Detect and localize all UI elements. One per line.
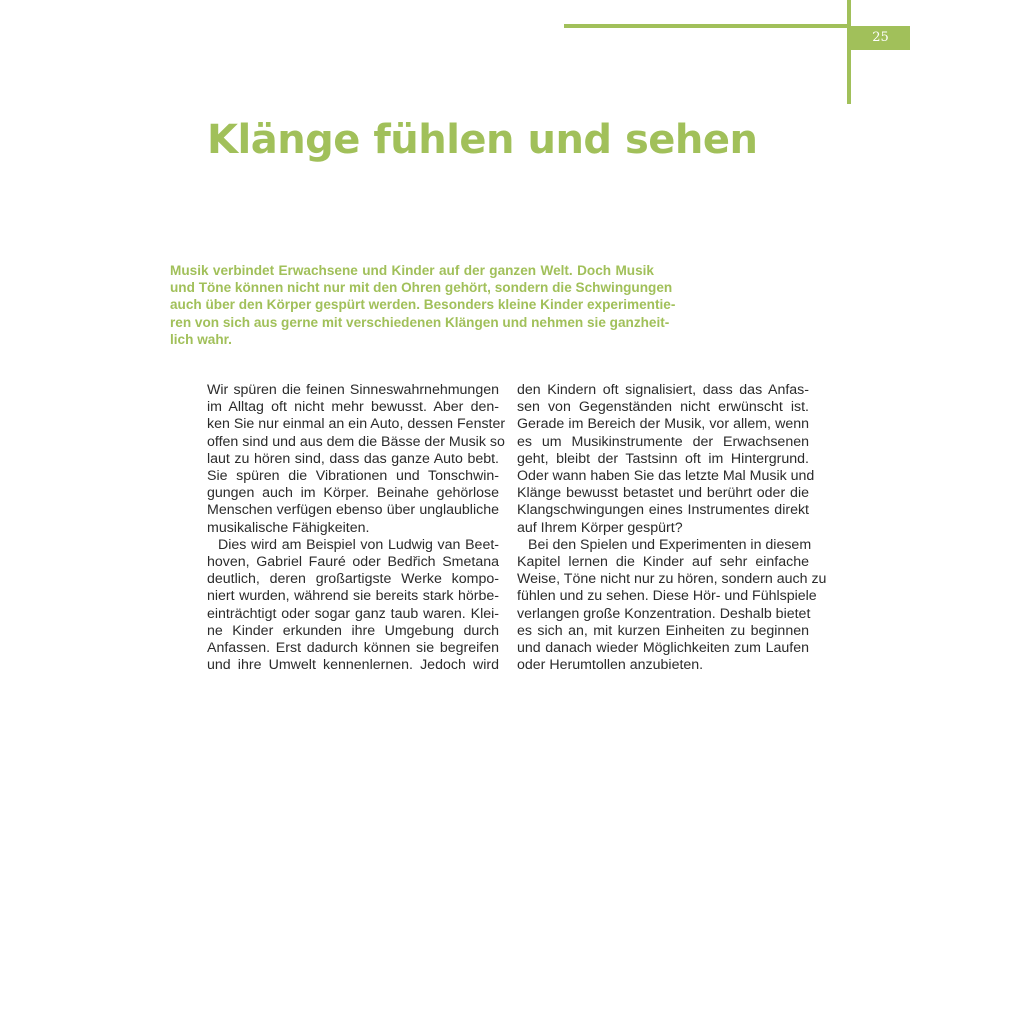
body-line: verlangen große Konzentration. Deshalb bietet [517,605,811,622]
intro-line: auch über den Körper gespürt werden. Besonders kleine Kinder experimentie- [170,297,676,313]
body-line: und ihre Umwelt kennenlernen. Jedoch wird [207,657,499,674]
body-line: Dies wird am Beispiel von Ludwig van Beet- [218,536,499,553]
body-line: es sich an, mit kurzen Einheiten zu beginnen [517,622,809,639]
intro-line: ren von sich aus gerne mit verschiedenen Klängen und nehmen sie ganzheit- [170,314,670,330]
intro-line: Musik verbindet Erwachsene und Kinder auf der ganzen Welt. Doch Musik [170,263,654,278]
body-line: Gerade im Bereich der Musik, vor allem, wenn [517,416,809,433]
body-line: fühlen und zu sehen. Diese Hör- und Fühlspiele [517,588,817,605]
body-line: musikalische Fähigkeiten. [207,519,370,536]
body-line: auf Ihrem Körper gespürt? [517,519,683,536]
body-line: Wir spüren die feinen Sinneswahrnehmungen [207,382,499,398]
body-column-right [517,382,827,674]
body-line: Kapitel lernen die Kinder auf sehr einfache [517,554,809,571]
body-line: offen sind und aus dem die Bässe der Musik so [207,433,505,450]
body-line: Klangschwingungen eines Instrumentes direkt [517,502,809,519]
body-line: Bei den Spielen und Experimenten in diesem [528,536,812,553]
body-line: Anfassen. Erst dadurch können sie begreifen [207,640,499,657]
intro-line: und Töne können nicht nur mit den Ohren gehört, sondern die Schwingungen [170,280,673,296]
intro-line: lich wahr. [170,331,232,347]
body-line: geht, bleibt der Tastsinn oft im Hintergrund. [517,450,809,467]
body-line: im Alltag oft nicht mehr bewusst. Aber den- [207,399,499,416]
body-line: den Kindern oft signalisiert, dass das Anfas- [517,382,809,398]
body-line: laut zu hören sind, dass das ganze Auto bebt. [207,450,499,467]
body-column-left [207,382,506,674]
body-line: Sie spüren die Vibrationen und Tonschwin- [207,468,499,485]
header-rule-horizontal [564,24,851,28]
body-line: Klänge bewusst betastet und berührt oder die [517,485,809,502]
body-line: Oder wann haben Sie das letzte Mal Musik und [517,468,815,485]
body-line: hoven, Gabriel Fauré oder Bedřich Smetana [207,554,499,571]
body-line: Menschen verfügen ebenso über unglaubliche [207,502,499,519]
body-line: gungen auch im Körper. Beinahe gehörlose [207,485,499,502]
body-line: ne Kinder erkunden ihre Umgebung durch [207,622,499,639]
body-line: Weise, Töne nicht nur zu hören, sondern auch zu [517,571,827,588]
body-line: niert wurden, während sie bereits stark hörbe- [207,588,499,605]
page-title: Klänge fühlen und sehen [207,117,758,163]
body-line: es um Musikinstrumente der Erwachsenen [517,433,809,450]
header-rule-vertical [847,0,851,104]
body-line: sen von Gegenständen nicht erwünscht ist. [517,399,809,416]
page-number: 25 [851,26,910,50]
body-line: einträchtigt oder sogar ganz taub waren. Klei- [207,605,499,622]
intro-paragraph [170,262,676,348]
body-line: oder Herumtollen anzubieten. [517,657,704,674]
body-line: ken Sie nur einmal an ein Auto, dessen Fenster [207,416,506,433]
body-line: deutlich, deren großartigste Werke kompo- [207,571,499,588]
body-line: und danach wieder Möglichkeiten zum Laufen [517,640,809,657]
